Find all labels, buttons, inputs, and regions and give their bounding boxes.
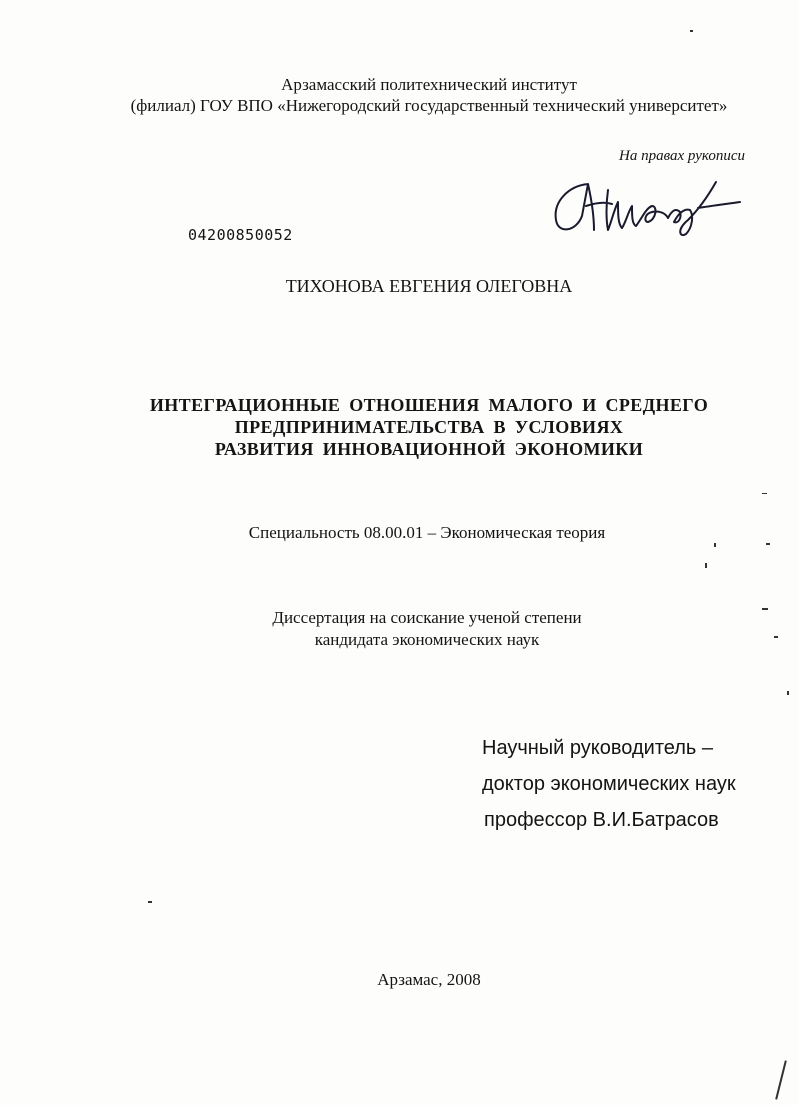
scan-speck [774, 636, 778, 638]
handwritten-signature [548, 172, 748, 242]
scan-speck [690, 30, 693, 32]
registration-code: 04200850052 [188, 226, 293, 244]
scan-speck [766, 543, 770, 545]
city-year: Арзамас, 2008 [377, 970, 481, 989]
dissertation-title-line1: ИНТЕГРАЦИОННЫЕ ОТНОШЕНИЯ МАЛОГО И СРЕДНЕГО [149, 395, 709, 415]
scan-speck [714, 543, 716, 547]
degree-line1: Диссертация на соискание ученой степени [272, 608, 582, 627]
scan-speck [148, 901, 152, 903]
manuscript-rights-label: На правах рукописи [619, 148, 745, 164]
degree-line2: кандидата экономических наук [314, 630, 540, 649]
institute-name-line1: Арзамасский политехнический институт [281, 75, 577, 94]
scan-speck [762, 608, 768, 610]
scan-speck [775, 1060, 787, 1099]
scan-speck [705, 563, 707, 568]
supervisor-name: профессор В.И.Батрасов [484, 809, 719, 831]
institute-name-line2: (филиал) ГОУ ВПО «Нижегородский государственный технический университет» [130, 96, 728, 115]
specialty-line: Специальность 08.00.01 – Экономическая теория [248, 523, 606, 542]
dissertation-title-line3: РАЗВИТИЯ ИННОВАЦИОННОЙ ЭКОНОМИКИ [214, 439, 644, 459]
author-name: ТИХОНОВА ЕВГЕНИЯ ОЛЕГОВНА [285, 276, 573, 296]
scan-speck [787, 691, 789, 695]
supervisor-title: Научный руководитель – [482, 737, 713, 759]
scan-speck [762, 493, 767, 494]
supervisor-degree: доктор экономических наук [482, 773, 736, 795]
dissertation-title-line2: ПРЕДПРИНИМАТЕЛЬСТВА В УСЛОВИЯХ [234, 417, 624, 437]
